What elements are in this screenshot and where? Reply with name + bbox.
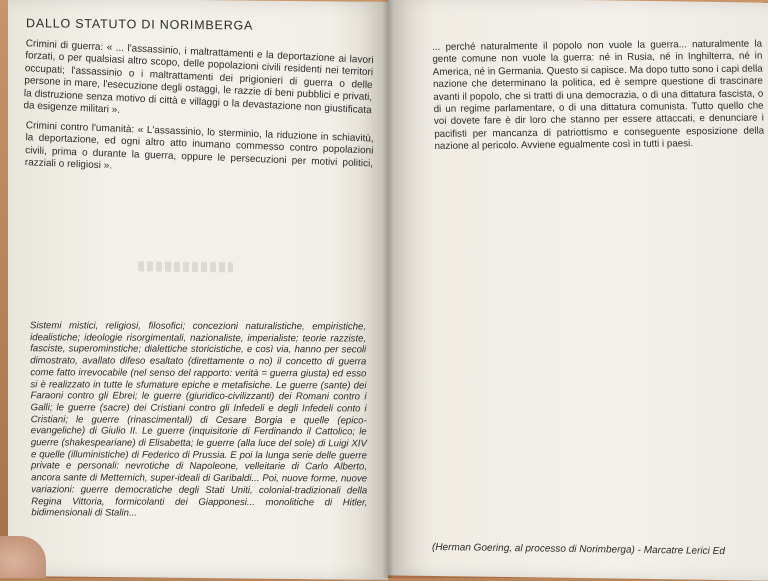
- left-page: [8, 0, 388, 580]
- quote-caption: (Herman Goering, al processo di Norimberga) - Marcatre Lerici Ed: [432, 541, 725, 558]
- war-crimes-paragraph: Crimini di guerra: « ... l'assassinio, i maltrattamenti e la deportazione ai lavori forzati, o per qualsiasi altro scopo, delle popolazioni civili residenti nei territori occupati; l'assassinio o i maltrattamenti dei prigionieri di guerra o delle persone in mare, l'esecuzione degli ostaggi, le razzie di beni pubblici e privati, la distruzione senza motivo di città e villaggi o la devastazione non giustificata da esigenze militari ».: [23, 38, 374, 116]
- page-heading: DALLO STATUTO DI NORIMBERGA: [26, 16, 254, 33]
- right-page: [388, 0, 768, 581]
- book-spine-gutter: [382, 0, 394, 578]
- crimes-against-humanity-paragraph: Crimini contro l'umanità: « L'assassinio, lo sterminio, la riduzione in schiavitù, la deportazione, ed ogni altro atto inumano commesso contro popolazioni civili, prima o durante la guerra, oppure le persecuzioni per motivi politici, razziali o religiosi ».: [24, 120, 374, 172]
- wars-history-paragraph: Sistemi mistici, religiosi, filosofici; concezioni naturalistiche, empiristiche, idealistiche; ideologie risorgimentali, nazionaliste, imperialiste; teorie razziste, fasciste, superominstiche; dialettiche storicistiche, e così via, hanno per secoli dimostrato, avallato difeso esaltato (direttamente o no) il concetto di guerra come fatto irrevocabile (nel senso del rapporto: verità = guerra giusta) ed esso si è realizzato in tutte le sfumature epiche e metafisiche. Le guerre (sante) dei Faraoni contro gli Ebrei; le guerre (giuridico-civilizzanti) dei Romani contro i Galli; le guerre (sacre) dei Cristiani contro gli Infedeli e degli Infedeli conto i Cristiani; le guerre (rinascimentali) di Cesare Borgia e quelle (epico-evangeliche) di Giulio II. Le guerre (inquisitorie di Ferdinando il Cattolico; le guerre (shakespeariane) di Elisabetta; le guerre (alla luce del sole) di Luigi XIV e quelle (illuministiche) di Federico di Prussia. E poi la lunga serie delle guerre private e personali: nevrotiche di Napoleone, velleitarie di Carlo Alberto, ancora sante di Metternich, super-ideali di Garibaldi... Poi, nuove forme, nuove variazioni: guerre democratiche degli Stati Uniti, colonial-tradizionali della Regina Vittoria, formicolanti dei Giapponesi... monolitiche di Hitler, bidimensionali di Stalin...: [30, 320, 368, 519]
- goering-quote-paragraph: ... perché naturalmente il popolo non vuole la guerra... naturalmente la gente comune non vuole la guerra: né in Rusia, né in Inghilterra, né in America, né in Germania. Questo si capisce. Ma dopo tutto sono i capi della nazione che determinano la politica, ed è sempre questione di trascinare avanti il popolo, che si tratti di una democrazia, o di una dittatura fascista, o di un regime parlamentare, o di una dittatura comunista. Tutto quello che voi dovete fare è dir loro che stanno per essere attaccati, e denunciare i pacifisti per mancanza di patriottismo e conseguente esposizione della nazione al pericolo. Avviene egualmente così in tutti i paesi.: [432, 38, 765, 153]
- faint-bleed-through-mark: [138, 261, 233, 272]
